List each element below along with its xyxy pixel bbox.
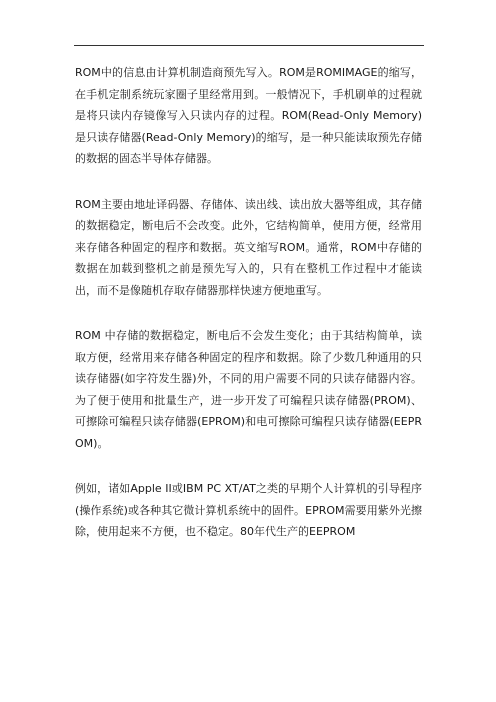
header-rule — [74, 45, 424, 46]
paragraph: ROM主要由地址译码器、存储体、读出线、读出放大器等组成，其存储的数据稳定，断电后不会改变。此外，它结构简单，使用方便，经常用来存储各种固定的程序和数据。英文缩写ROM。通常，ROM中存储的数据在加载到整机之前是预先写入的，只有在整机工作过程中才能读出，而不是像随机存取存储器那样快速方便地重写。 — [75, 197, 422, 297]
paragraph: ROM 中存储的数据稳定，断电后不会发生变化；由于其结构简单，读取方便，经常用来存储各种固定的程序和数据。除了少数几种通用的只读存储器(如字符发生器)外，不同的用户需要不同的只读存储器内容。为了便于使用和批量生产，进一步开发了可编程只读存储器(PROM)、可擦除可编程只读存储器(EPROM)和电可擦除可编程只读存储器(EEPROM)。 — [75, 329, 422, 450]
paragraph: ROM中的信息由计算机制造商预先写入。ROM是ROMIMAGE的缩写，在手机定制系统玩家圈子里经常用到。一般情况下，手机刷单的过程就是将只读内存镜像写入只读内存的过程。ROM(Read-Only Memory)是只读存储器(Read-Only Memory)的缩写，是一种只能读取预先存储的数据的固态半导体存储器。 — [75, 66, 422, 165]
document-body — [75, 62, 422, 543]
paragraph: 例如，诸如Apple II或IBM PC XT/AT之类的早期个人计算机的引导程序(操作系统)或各种其它微计算机系统中的固件。EPROM需要用紫外光擦除，使用起来不方便，也不稳定。80年代生产的EEPROM — [75, 482, 422, 538]
